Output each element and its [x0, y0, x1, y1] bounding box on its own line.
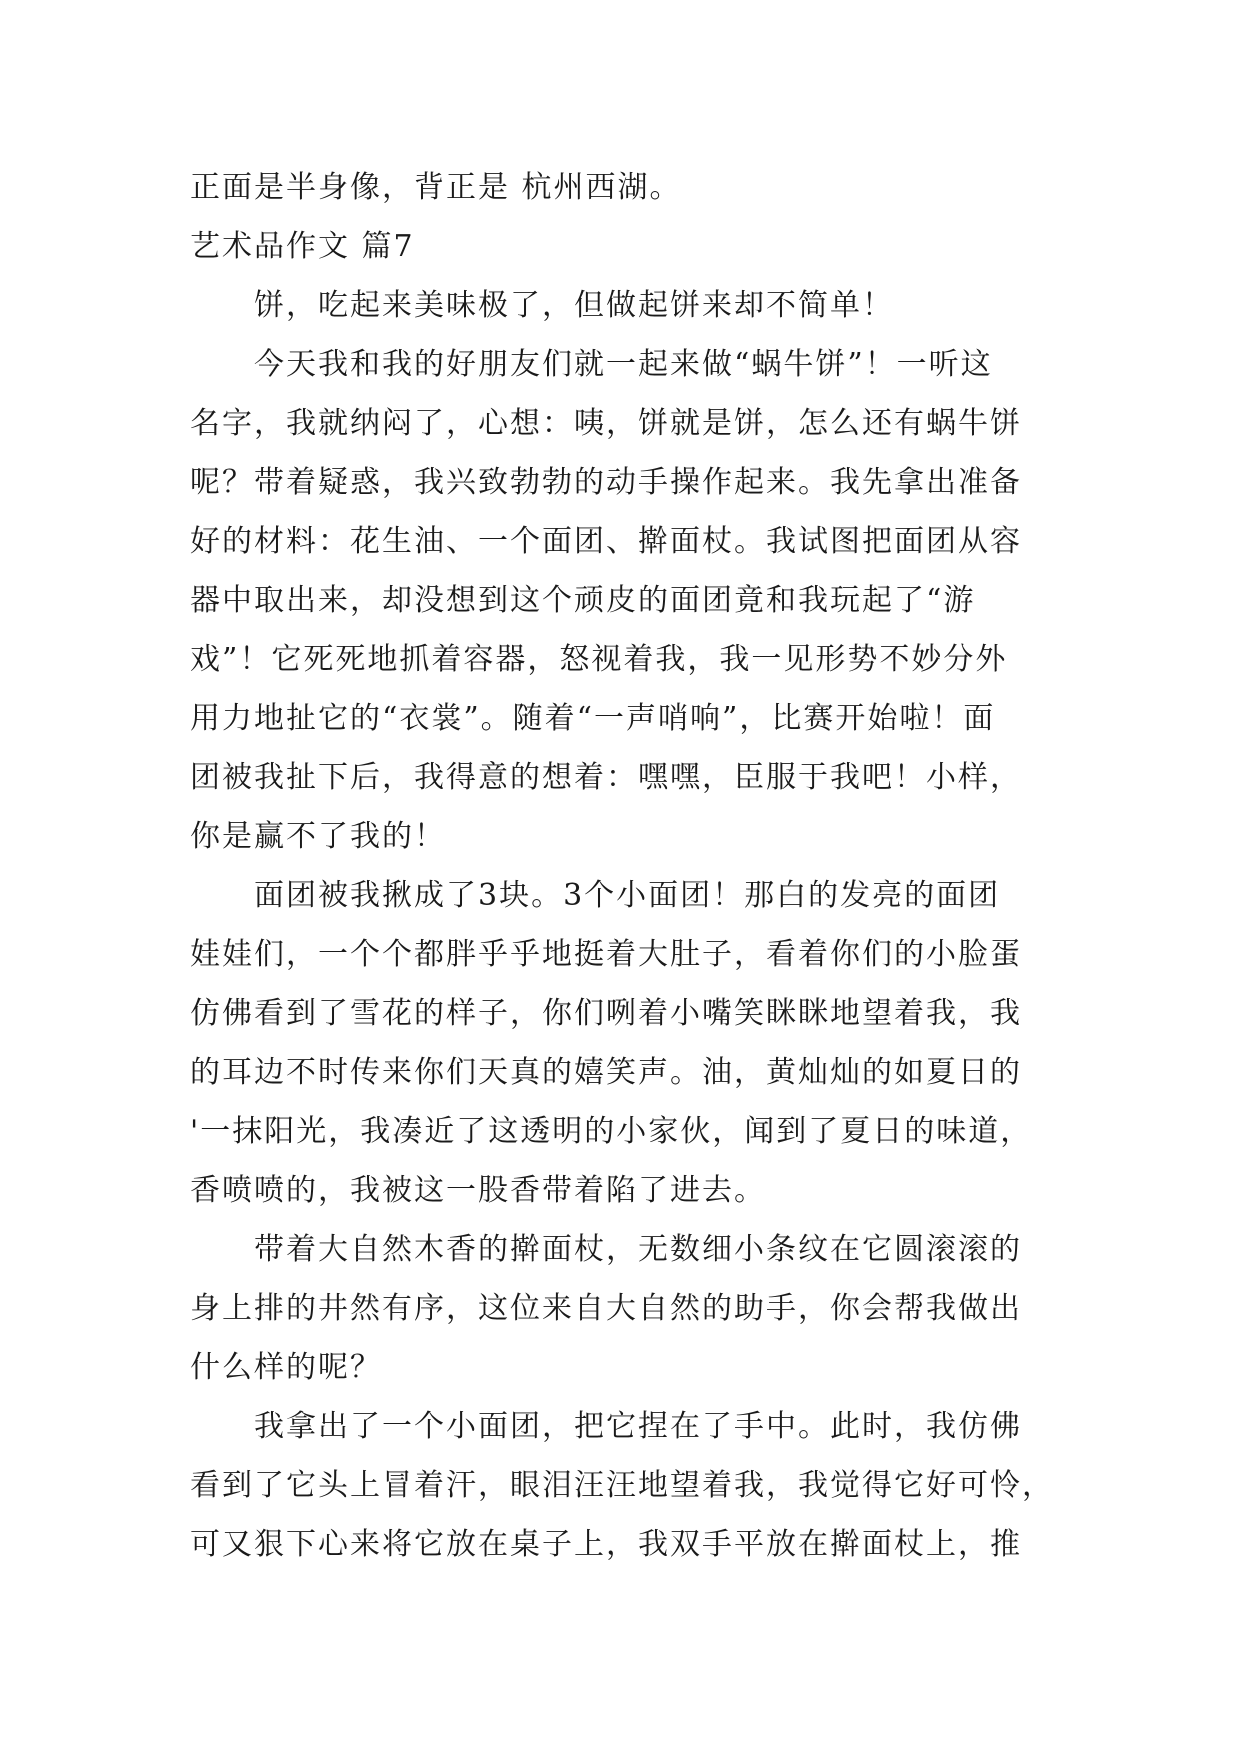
paragraph-line: 你是赢不了我的！	[190, 819, 446, 854]
document-body	[190, 158, 1054, 1574]
paragraph-line: '一抹阳光，我凑近了这透明的小家伙，闻到了夏日的味道，	[190, 1114, 1033, 1149]
paragraph-line: 什么样的呢？	[190, 1350, 382, 1385]
paragraph-line: 身上排的井然有序，这位来自大自然的助手，你会帮我做出	[190, 1291, 1022, 1326]
paragraph-line: 好的材料：花生油、一个面团、擀面杖。我试图把面团从容	[190, 524, 1022, 559]
paragraph-line: 带着大自然木香的擀面杖，无数细小条纹在它圆滚滚的	[190, 1232, 1022, 1267]
paragraph	[190, 1220, 1050, 1397]
opening-line: 正面是半身像，背正是 杭州西湖。	[190, 170, 682, 205]
paragraph-line: 饼，吃起来美味极了，但做起饼来却不简单！	[190, 288, 894, 323]
paragraph	[190, 866, 1050, 1220]
paragraph-line: 名字，我就纳闷了，心想：咦，饼就是饼，怎么还有蜗牛饼	[190, 406, 1022, 441]
paragraph-line: 团被我扯下后，我得意的想着：嘿嘿，臣服于我吧！小样，	[190, 760, 1022, 795]
paragraph-line: 香喷喷的，我被这一股香带着陷了进去。	[190, 1173, 766, 1208]
paragraph-list	[190, 276, 1054, 1574]
paragraph-line: 器中取出来，却没想到这个顽皮的面团竟和我玩起了“游	[190, 583, 976, 618]
paragraph-line: 用力地扯它的“衣裳”。随着“一声哨响”，比赛开始啦！面	[190, 701, 996, 736]
paragraph-line: 今天我和我的好朋友们就一起来做“蜗牛饼”！一听这	[190, 347, 993, 382]
paragraph	[190, 1397, 1054, 1574]
paragraph-line: 娃娃们，一个个都胖乎乎地挺着大肚子，看着你们的小脸蛋	[190, 937, 1022, 972]
paragraph-line: 呢？带着疑惑，我兴致勃勃的动手操作起来。我先拿出准备	[190, 465, 1022, 500]
paragraph-line: 戏”！它死死地抓着容器，怒视着我，我一见形势不妙分外	[190, 642, 1008, 677]
paragraph-line: 面团被我揪成了3块。3个小面团！那白的发亮的面团	[190, 878, 1001, 913]
paragraph-line: 仿佛看到了雪花的样子，你们咧着小嘴笑眯眯地望着我，我	[190, 996, 1022, 1031]
section-title: 艺术品作文 篇7	[190, 229, 415, 264]
paragraph-line: 可又狠下心来将它放在桌子上，我双手平放在擀面杖上，推	[190, 1527, 1022, 1562]
paragraph-line: 的耳边不时传来你们天真的嬉笑声。油，黄灿灿的如夏日的	[190, 1055, 1022, 1090]
paragraph-line: 我拿出了一个小面团，把它捏在了手中。此时，我仿佛	[190, 1409, 1022, 1444]
paragraph	[190, 335, 1050, 866]
paragraph	[190, 276, 1050, 335]
paragraph-line: 看到了它头上冒着汗，眼泪汪汪地望着我，我觉得它好可怜，	[190, 1468, 1054, 1503]
